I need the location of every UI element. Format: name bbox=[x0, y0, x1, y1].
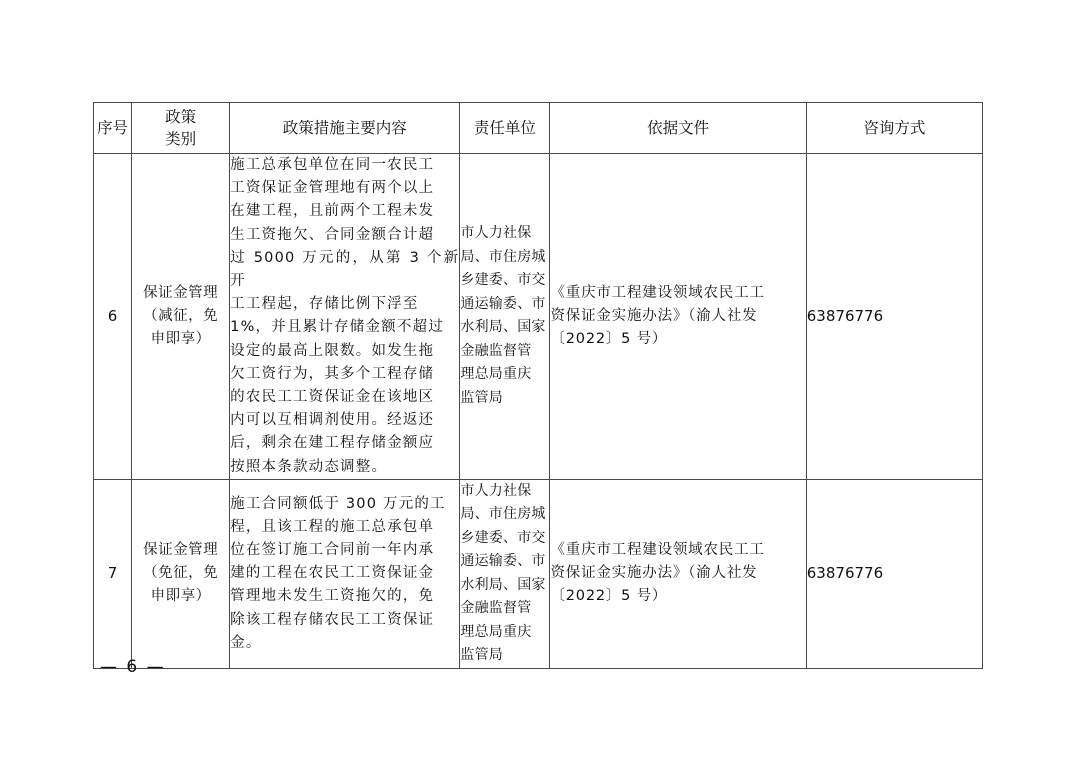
header-category-line2: 类别 bbox=[165, 130, 197, 148]
unit-line: 理总局重庆 bbox=[460, 623, 532, 640]
content-line: 欠工资行为，其多个工程存储 bbox=[230, 365, 435, 382]
row-content bbox=[230, 154, 460, 480]
unit-line: 局、市住房城 bbox=[460, 506, 546, 523]
row-basis bbox=[550, 479, 806, 668]
header-category bbox=[132, 103, 230, 154]
basis-line: 《重庆市工程建设领域农民工工 bbox=[550, 284, 765, 301]
row-category-line: （免征，免 bbox=[143, 565, 219, 582]
content-line: 管理地未发生工资拖欠的，免 bbox=[230, 588, 435, 605]
unit-line: 金融监督管 bbox=[460, 600, 532, 617]
header-seq: 序号 bbox=[94, 103, 132, 154]
table-header-row bbox=[94, 103, 983, 154]
content-line: 内可以互相调剂使用。经返还 bbox=[230, 412, 435, 429]
unit-line: 金融监督管 bbox=[460, 342, 532, 359]
unit-line: 市人力社保 bbox=[460, 482, 532, 499]
content-line: 的农民工工资保证金在该地区 bbox=[230, 389, 435, 406]
header-unit: 责任单位 bbox=[460, 103, 550, 154]
unit-line: 乡建委、市交 bbox=[460, 272, 546, 289]
row-category-line: 申即享） bbox=[150, 331, 211, 348]
basis-line: 资保证金实施办法》（渝人社发 bbox=[550, 307, 758, 324]
row-category bbox=[132, 154, 230, 480]
unit-line: 监管局 bbox=[460, 647, 503, 664]
header-content: 政策措施主要内容 bbox=[230, 103, 460, 154]
basis-line: 资保证金实施办法》（渝人社发 bbox=[550, 565, 758, 582]
unit-line: 理总局重庆 bbox=[460, 366, 532, 383]
page-number: — 6 — bbox=[100, 657, 166, 677]
content-line: 1%，并且累计存储金额不超过 bbox=[230, 319, 444, 336]
header-contact: 咨询方式 bbox=[806, 103, 982, 154]
content-line: 金。 bbox=[230, 634, 262, 651]
content-line: 程，且该工程的施工总承包单 bbox=[230, 518, 435, 535]
content-line: 在建工程，且前两个工程未发 bbox=[230, 203, 435, 220]
basis-line: 《重庆市工程建设领域农民工工 bbox=[550, 542, 765, 559]
unit-line: 局、市住房城 bbox=[460, 248, 546, 265]
header-category-line1: 政策 bbox=[165, 108, 197, 126]
row-content bbox=[230, 479, 460, 668]
content-line: 后，剩余在建工程存储金额应 bbox=[230, 435, 435, 452]
unit-line: 乡建委、市交 bbox=[460, 529, 546, 546]
content-line: 施工总承包单位在同一农民工 bbox=[230, 157, 435, 173]
content-line: 建的工程在农民工工资保证金 bbox=[230, 565, 435, 582]
row-contact: 63876776 bbox=[806, 154, 982, 480]
content-line: 生工资拖欠、合同金额合计超 bbox=[230, 226, 435, 243]
content-line: 位在签订施工合同前一年内承 bbox=[230, 542, 435, 559]
row-category bbox=[132, 479, 230, 668]
content-line: 工资保证金管理地有两个以上 bbox=[230, 180, 435, 197]
unit-line: 市人力社保 bbox=[460, 225, 532, 242]
content-line: 除该工程存储农民工工资保证 bbox=[230, 611, 435, 628]
basis-line: 〔2022〕5 号） bbox=[550, 331, 668, 348]
policy-table bbox=[93, 102, 983, 669]
basis-line: 〔2022〕5 号） bbox=[550, 588, 668, 605]
content-line: 过 5000 万元的，从第 3 个新开 bbox=[230, 249, 460, 290]
row-category-line: 保证金管理 bbox=[143, 542, 219, 559]
content-line: 按照本条款动态调整。 bbox=[230, 458, 388, 475]
row-category-line: 保证金管理 bbox=[143, 284, 219, 301]
row-basis bbox=[550, 154, 806, 480]
unit-line: 通运输委、市 bbox=[460, 553, 546, 570]
unit-line: 监管局 bbox=[460, 389, 503, 406]
row-category-line: 申即享） bbox=[150, 588, 211, 605]
header-basis: 依据文件 bbox=[550, 103, 806, 154]
table-row bbox=[94, 154, 983, 480]
row-contact: 63876776 bbox=[806, 479, 982, 668]
row-unit bbox=[460, 479, 550, 668]
unit-line: 水利局、国家 bbox=[460, 319, 546, 336]
row-seq: 6 bbox=[94, 154, 132, 480]
row-unit bbox=[460, 154, 550, 480]
unit-line: 通运输委、市 bbox=[460, 295, 546, 312]
content-line: 施工合同额低于 300 万元的工 bbox=[230, 495, 446, 512]
row-category-line: （减征，免 bbox=[143, 307, 219, 324]
content-line: 设定的最高上限数。如发生拖 bbox=[230, 342, 435, 359]
row-seq: 7 bbox=[94, 479, 132, 668]
unit-line: 水利局、国家 bbox=[460, 576, 546, 593]
table-row bbox=[94, 479, 983, 668]
content-line: 工工程起，存储比例下浮至 bbox=[230, 296, 419, 313]
